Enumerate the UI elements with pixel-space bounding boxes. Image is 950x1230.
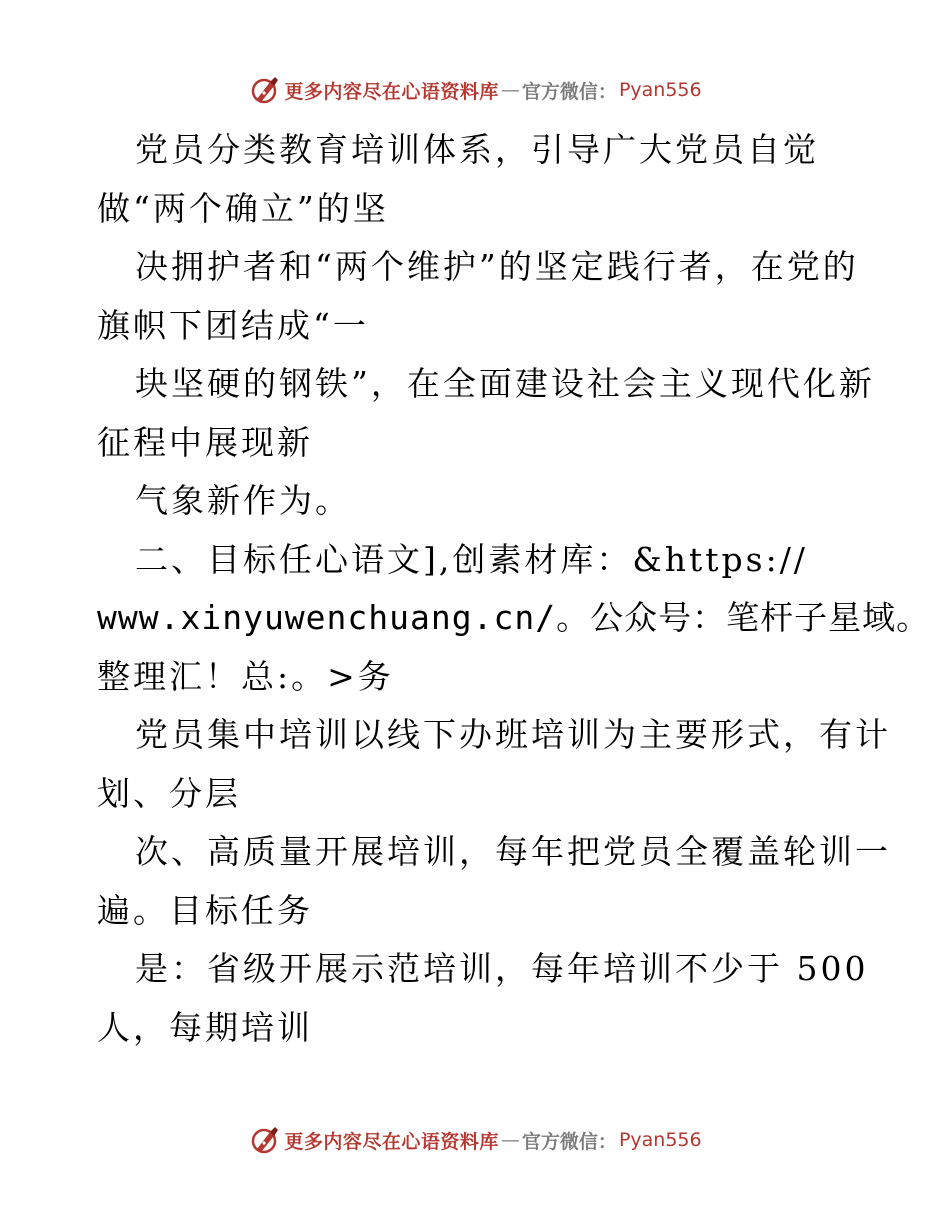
brand-text: 更多内容尽在心语资料库 [284,80,499,103]
header-watermark-banner [0,70,950,110]
wechat-label: 官方微信： [521,80,617,103]
body-line: 气象新作为。 [135,481,351,520]
wechat-id: Pyan556 [618,79,702,101]
body-line: 旗帜下团结成“一 [97,305,369,345]
wechat-id: Pyan556 [618,1129,702,1151]
footer-watermark-banner [0,1120,950,1160]
body-line: 二、目标任心语文],创素材库：&https:// [135,539,808,579]
body-line: 决拥护者和“两个维护”的坚定践行者，在党的 [135,247,859,286]
body-line: 次、高质量开展培训，每年把党员全覆盖轮训一 [135,832,891,871]
body-line: 做“两个确立”的坚 [97,188,389,228]
body-line: 遍。目标任务 [97,890,313,930]
document-body [97,121,931,1057]
brand-text: 更多内容尽在心语资料库 [284,1130,499,1153]
body-line: 整理汇！总:。>务 [97,656,394,696]
body-line: 党员分类教育培训体系，引导广大党员自觉 [135,130,819,169]
body-line: 是：省级开展示范培训，每年培训不少于 500 [135,949,869,988]
pen-nib-logo-icon [248,74,280,106]
body-line: 人，每期培训 [97,1007,313,1047]
banner-separator: — [500,79,520,101]
wechat-label: 官方微信： [521,1130,617,1153]
body-line: 党员集中培训以线下办班培训为主要形式，有计 [135,715,891,754]
body-line: 征程中展现新 [97,422,313,462]
body-line: 划、分层 [97,773,241,813]
body-line-url: www.xinyuwenchuang.cn/。公众号：笔杆子星域。 [97,598,931,637]
banner-separator: — [500,1129,520,1151]
pen-nib-logo-icon [248,1124,280,1156]
body-line: 块坚硬的钢铁”，在全面建设社会主义现代化新 [135,364,875,403]
